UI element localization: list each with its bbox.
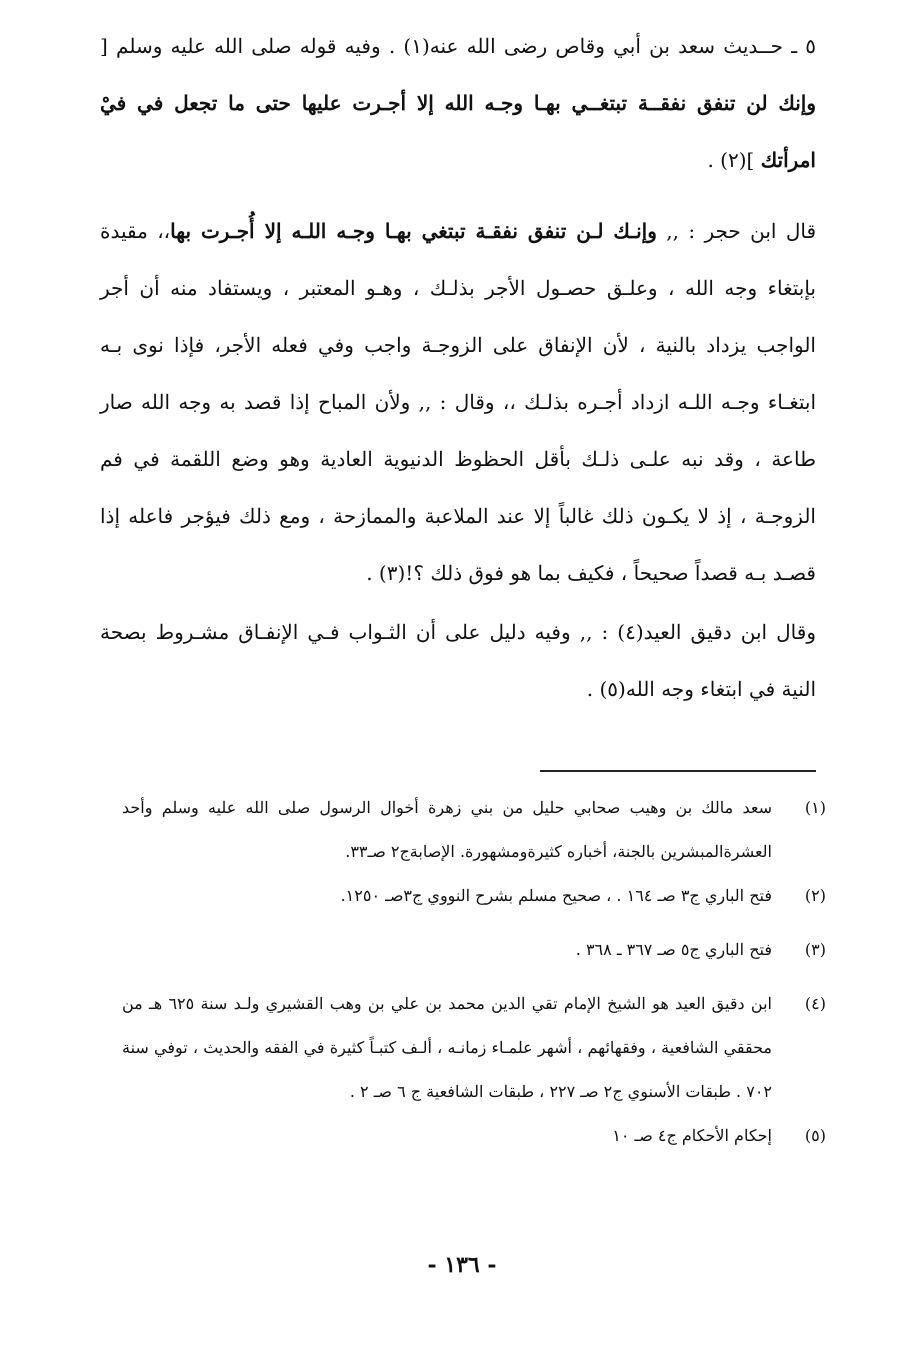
paragraph-ibn-daqiq — [100, 604, 816, 718]
footnote — [122, 874, 826, 918]
footnote — [122, 786, 826, 874]
footnote-text: إحكام الأحكام ج٤ صـ ١٠ — [612, 1126, 772, 1145]
footnote-number: (٥) — [804, 1126, 826, 1145]
paragraph-ibn-hajar — [100, 203, 816, 602]
footnote-number: (٢) — [804, 886, 826, 905]
footnote-number: (٣) — [804, 940, 826, 959]
footnote — [122, 928, 826, 972]
footnote-text: فتح الباري ج٥ صـ ٣٦٧ ـ ٣٦٨ . — [575, 940, 772, 959]
main-text — [100, 18, 816, 718]
hadith-quote: وإنك لن تنفق نفقــة تبتغــي بهـا وجـه الله إلا أجـرت عليها حتى ما تجعل في فيْ امرأتك — [100, 91, 816, 172]
footnote-text: ابن دقيق العيد هو الشيخ الإمام تقي الدين محمد بن علي بن وهب القشيري ولـد سنة ٦٢٥ هـ من محققي الشافعية ، وفقهائهم ، أشهر علمـاء زمانـه ، ألـف كتبـاً كثيرة في الفقه والحديث ، توفي سنة ٧٠٢ . طبقات الأسنوي ج٢ صـ ٢٢٧ ، طبقات الشافعية ج ٦ صـ ٢ . — [122, 994, 772, 1101]
paragraph-text: قال ابن حجر : ,, — [656, 219, 817, 243]
page-number: - ١٣٦ - — [427, 1252, 497, 1278]
footnote-divider — [540, 770, 816, 772]
footnote-text: سعد مالك بن وهيب صحابي حليل من بني زهرة أخوال الرسول صلى الله عليه وسلم وأحد العشرةالمبشرين بالجنة، أخباره كثيرةومشهورة. الإصابةج٢ صـ٣٣. — [122, 798, 772, 861]
paragraph-text: وقال ابن دقيق العيد(٤) : ,, وفيه دليل على أن الثـواب فـي الإنفـاق مشـروط بصحة النية في ابتغاء وجه الله(٥) . — [100, 620, 816, 701]
footnote-number: (٤) — [804, 994, 826, 1013]
footnote-number: (١) — [804, 798, 826, 817]
footnote-text: فتح الباري ج٣ صـ ١٦٤ . ، صحيح مسلم بشرح النووي ج٣صـ ١٢٥٠. — [340, 886, 772, 905]
paragraph-hadith — [100, 18, 816, 189]
hadith-quote: وإنـك لـن تنفق نفقـة تبتغي بهـا وجـه اللـه إلا أُجـرت بها — [170, 219, 657, 243]
footnote — [122, 1114, 826, 1158]
footnotes — [122, 786, 826, 1158]
footnote — [122, 982, 826, 1114]
paragraph-text: ،، مقيدة بإبتغاء وجه الله ، وعلـق حصـول الأجر بذلـك ، وهـو المعتبر ، ويستفاد منه أن أجر الواجب يزداد بالنية ، لأن الإنفاق على الزوجـة واجب وفي فعله الأجر، فإذا نوى بـه ابتغـاء وجـه اللـه ازداد أجـره بذلـك ،، وقال : ,, ولأن المباح إذا قصد به وجه الله صار طاعة ، وقد نبه علـى ذلـك بأقل الحظوظ الدنيوية العادية وهو وضع اللقمة في فم الزوجـة ، إذ لا يكـون ذلك غالباً إلا عند الملاعبة والممازحة ، ومع ذلك فيؤجر فاعله إذا قصـد بـه قصداً صحيحاً ، فكيف بما هو فوق ذلك ؟!(٣) . — [100, 219, 816, 585]
paragraph-text: ](٢) . — [707, 148, 761, 172]
paragraph-text: ٥ ـ حــديث سعد بن أبي وقاص رضى الله عنه(١) . وفيه قوله صلى الله عليه وسلم [ — [100, 34, 817, 58]
